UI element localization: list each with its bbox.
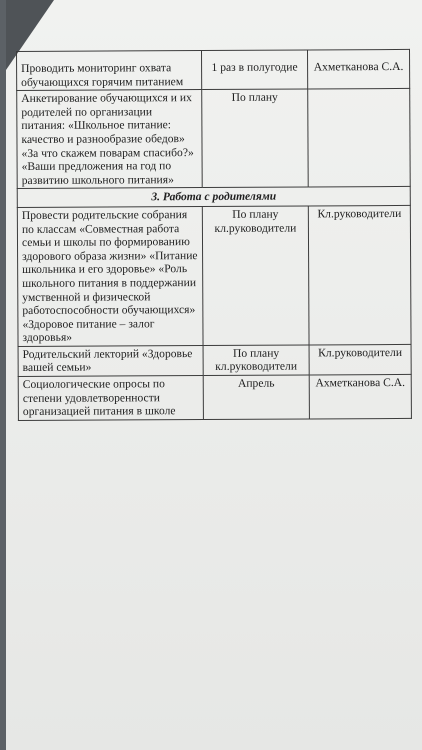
period-cell: 1 раз в полугодие [202,50,308,90]
plan-table-container [16,49,412,421]
table-row [18,344,411,376]
table-row [17,205,411,346]
activity-cell: Провести родительские собрания по классам «Совместная работа семьи и школы по формированию здорового образа жизни» «Питание школьника и его здоровье» «Роль школьного питания в поддержании умственной и физической работоспособности обучающихся» «Здоровое питание – залог здоровья» [17,206,203,346]
section-heading: 3. Работа с родителями [17,187,410,208]
period-cell: По плану кл.руководители [203,345,309,376]
table-row [17,89,411,189]
table-row [17,49,410,90]
plan-table [16,49,412,421]
period-cell: Апрель [203,375,309,419]
responsible-cell: Ахметканова С.А. [307,49,409,89]
table-row [18,374,411,420]
section-row [17,187,410,208]
responsible-cell: Кл.руководители [309,344,411,375]
responsible-cell [308,89,411,188]
activity-cell: Социологические опросы по степени удовлетворенности организацией питания в школе [18,376,203,421]
period-cell: По плану [202,89,309,188]
period-cell: По плану кл.руководители [202,206,309,345]
responsible-cell: Кл.руководители [308,205,411,344]
activity-cell: Анкетирование обучающихся и их родителей по организации питания: «Школьное питание: качество и разнообразие обедов» «За что скажем поварам спасибо?» «Ваши предложения на год по развитию школьного питания» [17,90,203,189]
responsible-cell: Ахметканова С.А. [309,374,411,418]
activity-cell: Родительский лекторий «Здоровье вашей семьи» [18,345,203,376]
activity-cell: Проводить мониторинг охвата обучающихся горячим питанием [17,51,202,91]
